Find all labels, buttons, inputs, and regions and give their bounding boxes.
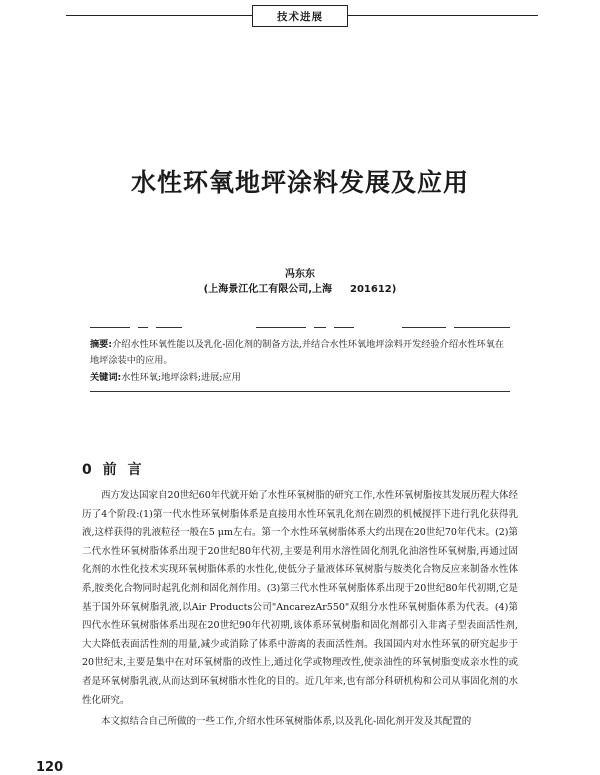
separator-dash-4 [256, 327, 306, 328]
separator-dash-8 [454, 327, 510, 328]
header-rule-left [66, 15, 252, 16]
body-paragraph-1: 西方发达国家自20世纪60年代就开始了水性环氧树脂的研究工作,水性环氧树脂按其发展历程大体经历了4个阶段:(1)第一代水性环氧树脂体系是直接用水性环氧乳化剂在剧烈的机械搅拌下进行乳化获得乳液,这样获得的乳液粒径一般在5 μm左右。第一个水性环氧树脂体系大约出现在20世纪70年代末。(2)第二代水性环氧树脂体系出现于20世纪80年代初,主要是利用水溶性固化剂乳化油溶性环氧树脂,再通过固化剂的水性化技术实现环氧树脂体系的水性化,使低分子量液体环氧树脂与胺类化合物反应来制备水性体系,胺类化合物同时起乳化剂和固化剂作用。(3)第三代水性环氧树脂体系出现于20世纪80年代初期,它是基于国外环氧树脂乳液,以Air Products公司"AncarezAr550"双组分水性环氧树脂体系为代表。(4)第四代水性环氧树脂体系出现在20世纪90年代初期,该体系环氧树脂和固化剂都引入非离子型表面活性剂,大大降低表面活性剂的用量,减少或消除了体系中游离的表面活性剂。我国国内对水性环氧的研究起步于20世纪末,主要是集中在对环氧树脂的改性上,通过化学或物理改性,使亲油性的环氧树脂变成亲水性的或者是环氧树脂乳液,从而达到环氧树脂水性化的目的。近几年来,也有部分科研机构和公司从事固化剂的水性化研究。 [82, 490, 518, 706]
section-tag [252, 5, 348, 27]
separator-dash-2 [138, 327, 148, 328]
body-paragraph-2: 本文拟结合自己所做的一些工作,介绍水性环氧树脂体系,以及乳化-固化剂开发及其配置的 [101, 716, 472, 727]
section-tag-text: 技术进展 [277, 10, 323, 23]
separator-dash-1 [90, 327, 130, 328]
affiliation-text: (上海景江化工有限公司,上海 [203, 284, 333, 295]
postcode: 201612) [350, 284, 397, 295]
author-name: 冯东东 [285, 269, 315, 280]
article-title: 水性环氧地坪涂料发展及应用 [130, 168, 469, 197]
abstract-label: 摘要: [90, 339, 113, 350]
section-heading: 0 前 言 [82, 462, 145, 478]
abstract [90, 337, 510, 369]
separator-dash-5 [314, 327, 326, 328]
author-affiliation [0, 280, 600, 295]
page-number: 120 [36, 760, 64, 775]
separator-dash-6 [334, 327, 354, 328]
separator-dash-3 [156, 327, 182, 328]
header-rule-right [348, 15, 538, 16]
abstract-text: 介绍水性环氧性能以及乳化-固化剂的制备方法,并结合水性环氧地坪涂料开发经验介绍水性环氧在地坪涂装中的应用。 [90, 339, 504, 366]
separator-dash-7 [402, 327, 446, 328]
keywords-text: 水性环氧;地坪涂料;进展;应用 [121, 372, 241, 383]
keywords-label: 关键词: [90, 372, 122, 383]
keywords [90, 370, 510, 386]
keywords-underline [90, 391, 510, 392]
